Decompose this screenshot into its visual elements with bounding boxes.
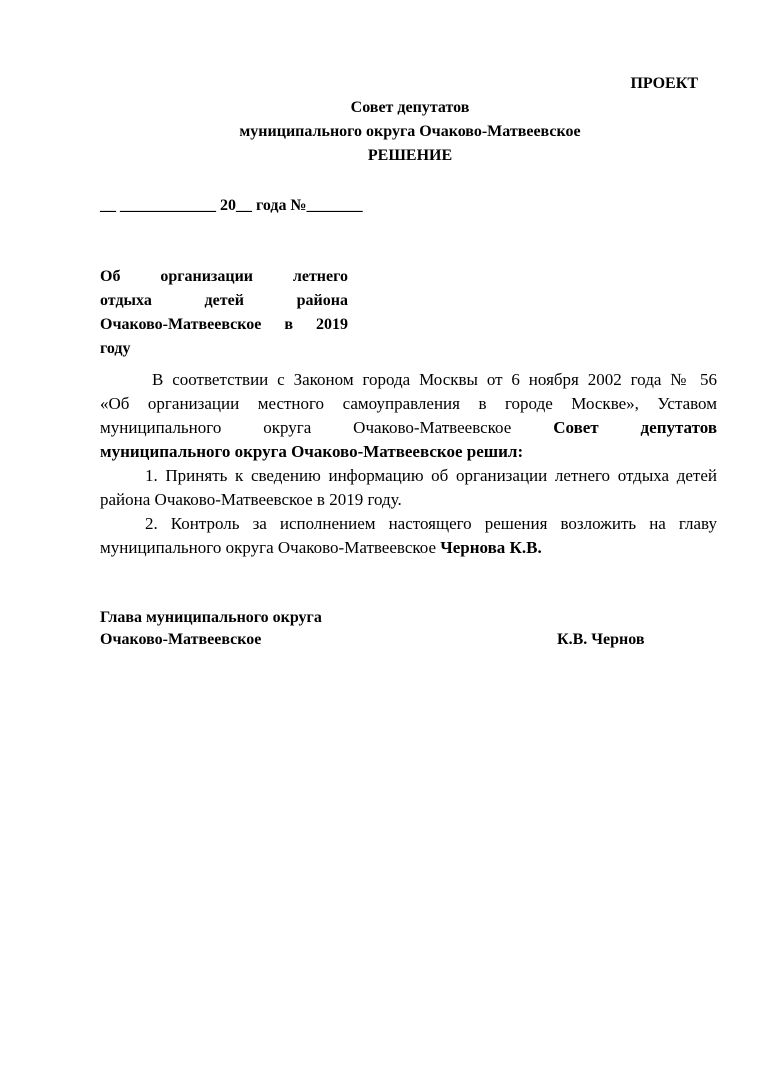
- draft-label: ПРОЕКТ: [630, 75, 698, 92]
- council-name: Совет депутатов: [350, 99, 470, 116]
- preamble-line: [100, 416, 717, 440]
- subject-line: отдыха детей района: [100, 292, 348, 309]
- item-2-line: 2. Контроль за исполнением настоящего решения возложить на главу: [145, 514, 717, 533]
- subject-line: Очаково-Матвеевское в 2019: [100, 316, 348, 333]
- item-2-line: [100, 536, 717, 560]
- signature-title: Глава муниципального округа: [100, 609, 322, 626]
- item-2-text: муниципального округа Очаково-Матвеевское: [100, 538, 437, 557]
- item-1-line: 1. Принять к сведению информацию об организации летнего отдыха детей: [145, 466, 717, 485]
- decision-subject: [100, 265, 348, 361]
- subject-line: Об организации летнего: [100, 268, 348, 285]
- signature-district: Очаково-Матвеевское: [100, 631, 262, 648]
- decision-body: [100, 368, 717, 560]
- preamble-line: «Об организации местного самоуправления в городе Москве», Уставом: [100, 394, 717, 413]
- resolves-line: муниципального округа Очаково-Матвеевское решил:: [100, 442, 524, 461]
- signature-name: К.В. Чернов: [557, 631, 645, 648]
- document-type: РЕШЕНИЕ: [367, 147, 453, 164]
- district-name: муниципального округа Очаково-Матвеевское: [239, 123, 581, 140]
- preamble-text: муниципального округа Очаково-Матвеевское: [100, 418, 512, 437]
- responsible-person: Чернова К.В.: [440, 538, 542, 557]
- date-number-line: __ ____________ 20__ года №_______: [100, 197, 363, 214]
- council-bold-text: Совет депутатов: [553, 418, 717, 437]
- preamble-line: В соответствии с Законом города Москвы от 6 ноября 2002 года № 56: [152, 370, 717, 389]
- subject-line: году: [100, 340, 131, 357]
- item-1-line: района Очаково-Матвеевское в 2019 году.: [100, 490, 402, 509]
